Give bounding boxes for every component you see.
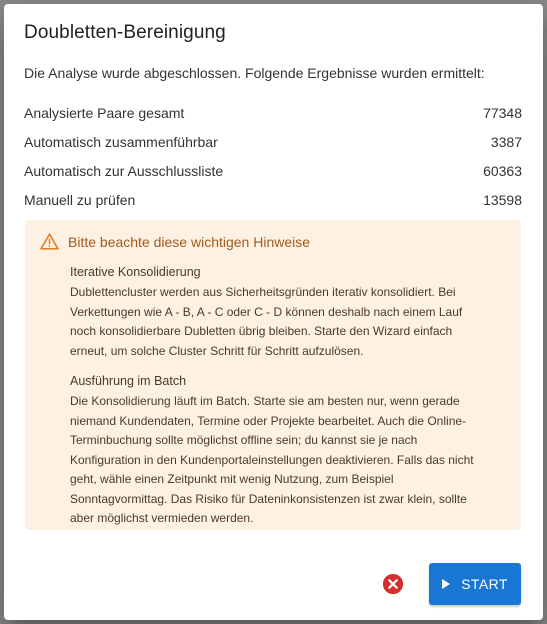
text-line: niemand Kundendaten, Termine oder Projekte bearbeitet. Auch die Online- (70, 413, 467, 428)
stat-value: 13598 (483, 191, 522, 208)
text-line: noch konsolidierbare Dubletten übrig bleiben. Starte den Wizard einfach (70, 324, 453, 338)
text-line: aber möglichst vermieden werden. (70, 511, 254, 525)
notice-header (40, 233, 310, 250)
notice-title: Bitte beachte diese wichtigen Hinweise (68, 233, 311, 250)
stat-value: 77348 (483, 104, 522, 121)
dialog (4, 4, 543, 620)
text-line: Konfiguration in den Kundenportaleinstellungen deaktivieren. Falls das nicht (70, 452, 474, 467)
stat-value: 60363 (483, 162, 522, 179)
stat-row-manual-review (24, 185, 522, 214)
text-line: Verkettungen wie A - B, A - C oder C - D können deshalb nach einem Lauf (70, 304, 463, 319)
section-title-batch: Ausführung im Batch (70, 374, 187, 388)
text-line: Dublettencluster werden aus Sicherheitsgründen iterativ konsolidiert. Bei (70, 285, 456, 299)
section-title-iterative: Iterative Konsolidierung (70, 265, 201, 279)
warning-icon (40, 233, 59, 250)
start-button-label: START (461, 576, 508, 592)
stat-label: Manuell zu prüfen (24, 191, 136, 208)
text-line: erneut, um solche Cluster Schritt für Schritt aufzulösen. (70, 343, 364, 358)
start-button[interactable] (429, 563, 521, 605)
stat-row-auto-merge (24, 127, 522, 156)
close-circle-icon (383, 574, 403, 594)
stat-label: Automatisch zur Ausschlussliste (24, 162, 224, 179)
stat-label: Automatisch zusammenführbar (24, 133, 218, 150)
stat-value: 3387 (490, 133, 522, 150)
text-line: geht, wähle einen Zeitpunkt mit wenig Nutzung, zum Beispiel (70, 472, 394, 486)
dialog-intro: Die Analyse wurde abgeschlossen. Folgende Ergebnisse wurden ermittelt: (24, 65, 485, 81)
text-line: Terminbuchung sollte möglichst offline sein; du kannst sie je nach (70, 433, 418, 447)
section-text-batch (70, 392, 510, 529)
stats-list (24, 98, 522, 214)
notice-box (25, 220, 521, 530)
dialog-title: Doubletten-Bereinigung (24, 22, 226, 43)
stat-row-exclusion-list (24, 156, 522, 185)
text-line: Sonntagvormittag. Das Risiko für Dateninkonsistenzen ist zwar klein, sollte (70, 491, 467, 506)
cancel-button[interactable] (383, 574, 403, 594)
section-text-iterative (70, 283, 510, 361)
stat-row-total-pairs (24, 98, 522, 127)
text-line: Die Konsolidierung läuft im Batch. Starte sie am besten nur, wenn gerade (70, 394, 460, 408)
stat-label: Analysierte Paare gesamt (24, 104, 185, 121)
play-icon (442, 579, 450, 589)
